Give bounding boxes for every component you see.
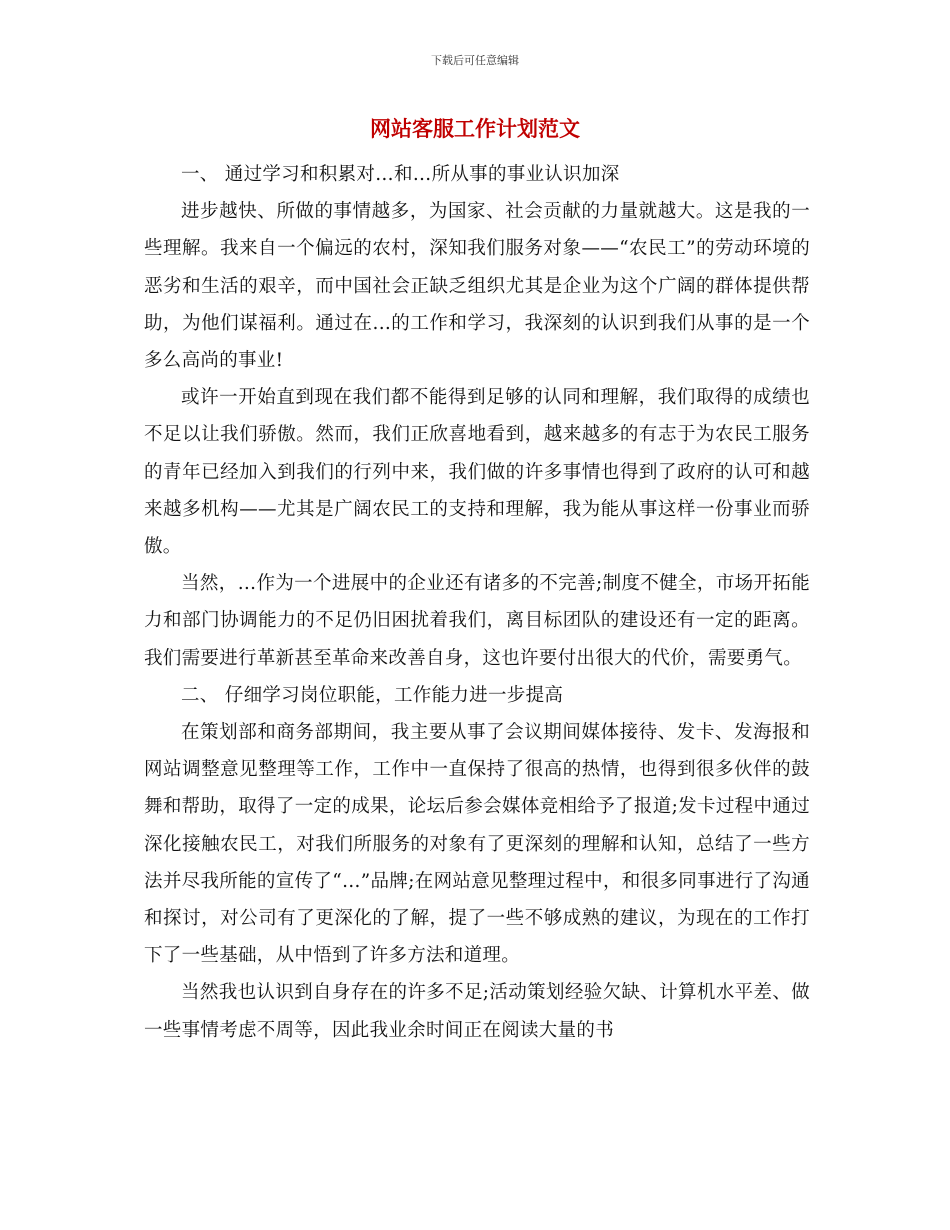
section-heading-1: 一、 通过学习和积累对…和…所从事的事业认识加深	[181, 164, 620, 185]
paragraph: 进步越快、所做的事情越多，为国家、社会贡献的力量就越大。这是我的一些理解。我来自一个偏远的农村，深知我们服务对象——“农民工”的劳动环境的恶劣和生活的艰辛，而中国社会正缺乏组织尤其是企业为这个广阔的群体提供帮助，为他们谋福利。通过在...的工作和学习，我深刻的认识到我们从事的是一个多么高尚的事业!	[144, 201, 810, 372]
document-title: 网站客服工作计划范文	[370, 117, 580, 141]
paragraph: 或许一开始直到现在我们都不能得到足够的认同和理解，我们取得的成绩也不足以让我们骄傲。然而，我们正欣喜地看到，越来越多的有志于为农民工服务的青年已经加入到我们的行列中来，我们做的许多事情也得到了政府的认可和越来越多机构——尤其是广阔农民工的支持和理解，我为能从事这样一份事业而骄傲。	[144, 387, 810, 558]
section-heading-2: 二、 仔细学习岗位职能，工作能力进一步提高	[181, 684, 564, 706]
paragraph: 当然我也认识到自身存在的许多不足;活动策划经验欠缺、计算机水平差、做一些事情考虑不周等，因此我业余时间正在阅读大量的书	[144, 982, 810, 1041]
paragraph: 当然，…作为一个进展中的企业还有诸多的不完善;制度不健全，市场开拓能力和部门协调能力的不足仍旧困扰着我们，离目标团队的建设还有一定的距离。我们需要进行革新甚至革命来改善自身，这也许要付出很大的代价，需要勇气。	[144, 573, 810, 669]
paragraph: 在策划部和商务部期间，我主要从事了会议期间媒体接待、发卡、发海报和网站调整意见整理等工作，工作中一直保持了很高的热情，也得到很多伙伴的鼓舞和帮助，取得了一定的成果，论坛后参会媒体竞相给予了报道;发卡过程中通过深化接触农民工，对我们所服务的对象有了更深刻的理解和认知，总结了一些方法并尽我所能的宣传了“…”品牌;在网站意见整理过程中，和很多同事进行了沟通和探讨，对公司有了更深化的了解，提了一些不够成熟的建议，为现在的工作打下了一些基础，从中悟到了许多方法和道理。	[144, 722, 810, 967]
document-body	[144, 156, 810, 1049]
page-header-note: 下载后可任意编辑	[431, 54, 519, 67]
